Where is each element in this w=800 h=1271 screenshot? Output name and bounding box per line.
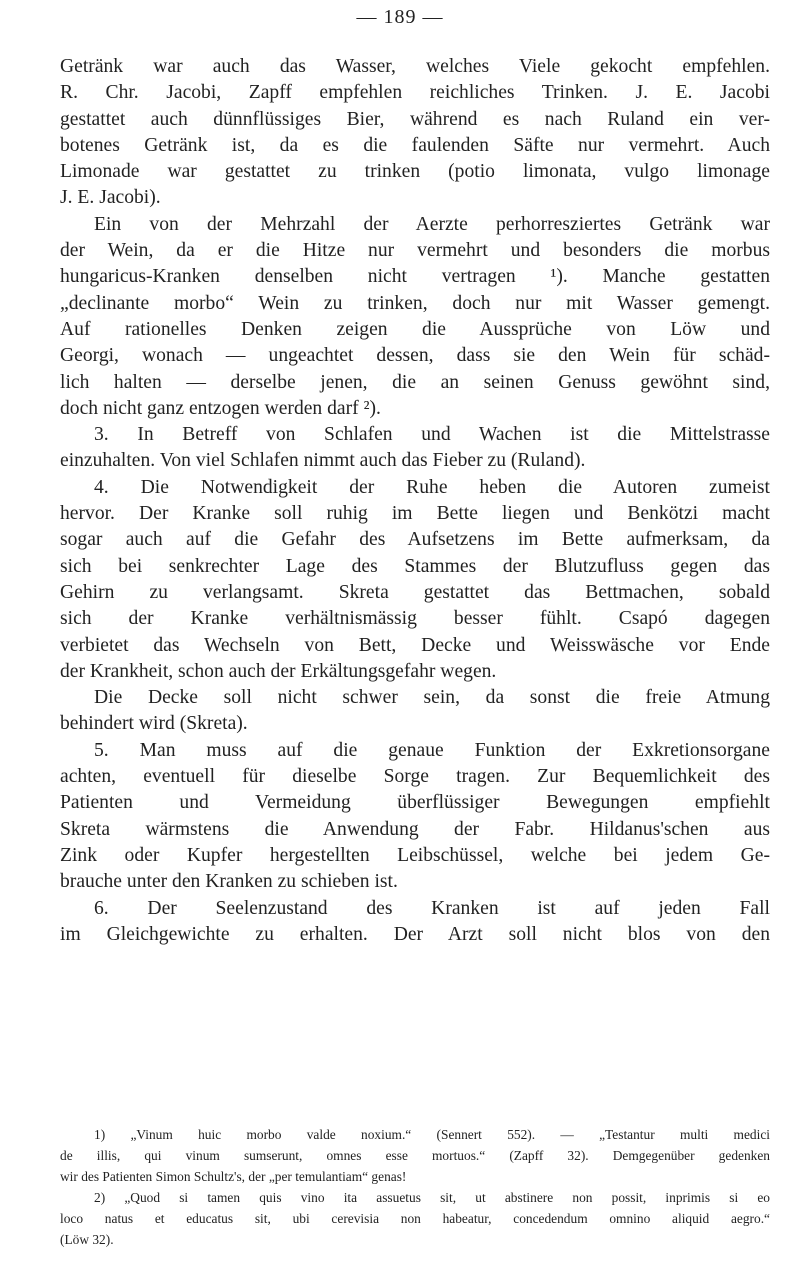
text-line: verbietet das Wechseln von Bett, Decke und Weisswäsche vor Ende <box>60 634 770 656</box>
footnote-line: 1) „Vinum huic morbo valde noxium.“ (Sennert 552). — „Testantur multi medici <box>94 1127 770 1142</box>
text-line: 3. In Betreff von Schlafen und Wachen ist die Mittelstrasse <box>94 424 770 446</box>
text-line: brauche unter den Kranken zu schieben ist. <box>60 871 398 893</box>
page-number: — 189 — <box>356 6 444 28</box>
text-line: einzuhalten. Von viel Schlafen nimmt auch das Fieber zu (Ruland). <box>60 450 586 472</box>
text-line: hungaricus-Kranken denselben nicht vertragen ¹). Manche gestatten <box>60 266 770 288</box>
text-line: Patienten und Vermeidung überflüssiger Bewegungen empfiehlt <box>60 792 770 814</box>
text-line: Gehirn zu verlangsamt. Skreta gestattet das Bettmachen, sobald <box>60 581 770 603</box>
text-line: gestattet auch dünnflüssiges Bier, während es nach Ruland ein ver- <box>60 108 770 130</box>
text-line: J. E. Jacobi). <box>60 187 161 209</box>
text-line: achten, eventuell für dieselbe Sorge tragen. Zur Bequemlichkeit des <box>60 766 770 788</box>
text-line: sich der Kranke verhältnismässig besser fühlt. Csapó dagegen <box>60 608 770 630</box>
text-line: Die Decke soll nicht schwer sein, da sonst die freie Atmung <box>94 687 770 709</box>
text-line: Limonade war gestattet zu trinken (potio limonata, vulgo limonage <box>60 161 770 183</box>
text-line: 6. Der Seelenzustand des Kranken ist auf jeden Fall <box>94 897 770 919</box>
text-line: Zink oder Kupfer hergestellten Leibschüssel, welche bei jedem Ge- <box>60 844 770 866</box>
text-line: Auf rationelles Denken zeigen die Aussprüche von Löw und <box>60 318 770 340</box>
text-line: 5. Man muss auf die genaue Funktion der Exkretionsorgane <box>94 739 770 761</box>
text-line: im Gleichgewichte zu erhalten. Der Arzt soll nicht blos von den <box>60 923 770 945</box>
footnote-line: (Löw 32). <box>60 1232 114 1247</box>
text-line: sogar auch auf die Gefahr des Aufsetzens im Bette aufmerksam, da <box>60 529 770 551</box>
footnote-line: 2) „Quod si tamen quis vino ita assuetus sit, ut abstinere non possit, inprimis si eo <box>94 1190 770 1205</box>
footnote-line: loco natus et educatus sit, ubi cerevisia non habeatur, concedendum omnino aliquid aegro.“ <box>60 1211 770 1226</box>
text-line: behindert wird (Skreta). <box>60 713 248 735</box>
text-line: der Wein, da er die Hitze nur vermehrt und besonders die morbus <box>60 240 770 262</box>
text-line: sich bei senkrechter Lage des Stammes der Blutzufluss gegen das <box>60 555 770 577</box>
text-line: hervor. Der Kranke soll ruhig im Bette liegen und Benkötzi macht <box>60 503 770 525</box>
footnote-line: wir des Patienten Simon Schultz's, der „per temulantiam“ genas! <box>60 1169 407 1184</box>
footnote-line: de illis, qui vinum sumserunt, omnes esse mortuos.“ (Zapff 32). Demgegenüber gedenken <box>60 1148 770 1163</box>
footnotes <box>60 1124 770 1250</box>
text-line: Skreta wärmstens die Anwendung der Fabr. Hildanus'schen aus <box>60 818 770 840</box>
text-line: lich halten — derselbe jenen, die an seinen Genuss gewöhnt sind, <box>60 371 770 393</box>
text-line: der Krankheit, schon auch der Erkältungsgefahr wegen. <box>60 660 497 682</box>
text-line: „declinante morbo“ Wein zu trinken, doch nur mit Wasser gemengt. <box>60 292 770 314</box>
text-line: botenes Getränk ist, da es die faulenden Säfte nur vermehrt. Auch <box>60 134 770 156</box>
text-line: Getränk war auch das Wasser, welches Viele gekocht empfehlen. <box>60 56 770 77</box>
text-line: R. Chr. Jacobi, Zapff empfehlen reichliches Trinken. J. E. Jacobi <box>60 82 770 104</box>
text-line: Georgi, wonach — ungeachtet dessen, dass sie den Wein für schäd- <box>60 345 770 367</box>
text-line: 4. Die Notwendigkeit der Ruhe heben die Autoren zumeist <box>94 476 770 498</box>
main-text <box>60 54 770 948</box>
text-line: doch nicht ganz entzogen werden darf ²). <box>60 397 381 419</box>
text-line: Ein von der Mehrzahl der Aerzte perhorresziertes Getränk war <box>94 213 770 235</box>
